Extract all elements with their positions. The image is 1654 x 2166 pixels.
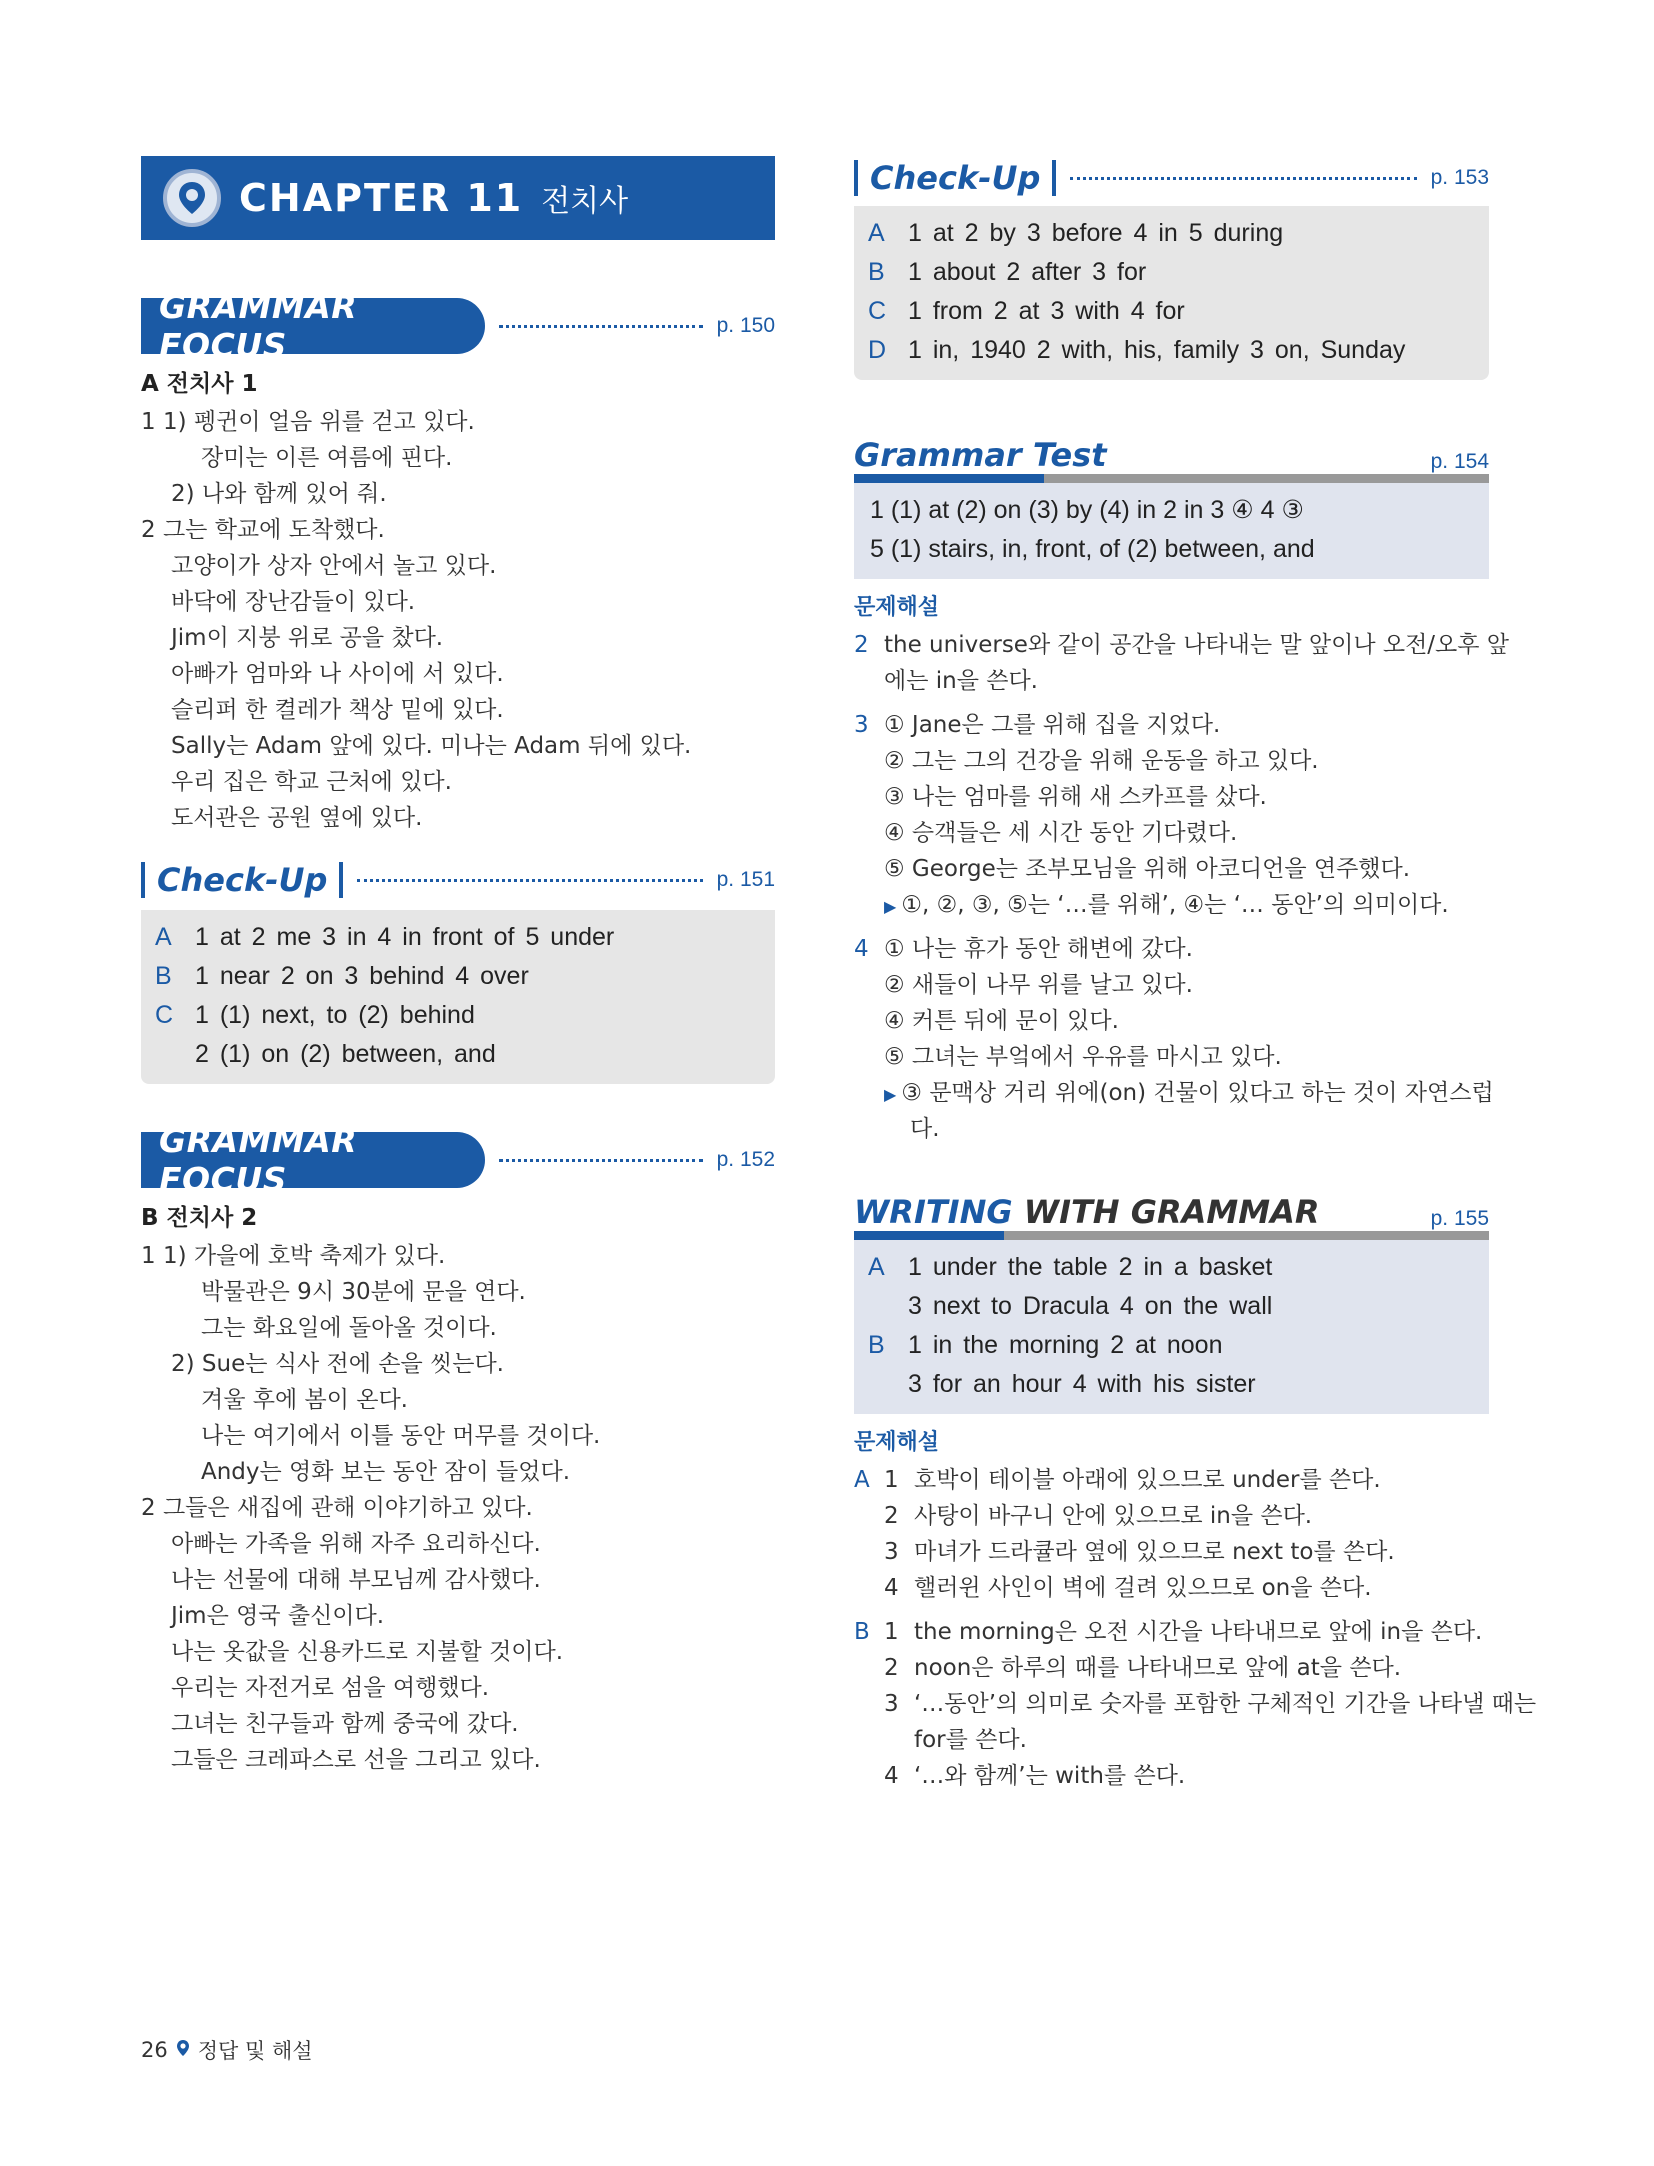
- divider: [1052, 160, 1056, 196]
- checkup-title: Check-Up: [870, 159, 1041, 197]
- page-number: 26: [141, 2038, 168, 2062]
- answer-line: 우리는 자전거로 섬을 여행했다.: [171, 1675, 490, 1701]
- answer-line: 그들은 크레파스로 선을 그리고 있다.: [171, 1747, 541, 1773]
- item-text: ④ 커튼 뒤에 문이 있다.: [884, 1008, 1119, 1034]
- row-key: A: [155, 923, 172, 951]
- explanation-line: [854, 1462, 1489, 1498]
- item-number: 2: [854, 632, 869, 658]
- item-text: the universe와 같이 공간을 나타내는 말 앞이나 오전/오후 앞: [884, 632, 1510, 658]
- page-ref: p. 152: [716, 1148, 775, 1171]
- answer-line: 도서관은 공원 옆에 있다.: [171, 805, 423, 831]
- writing-title-a: WRITING: [854, 1193, 1013, 1231]
- row-text: 1 in, 1940 2 with, his, family 3 on, Sunday: [908, 336, 1406, 364]
- location-pin-icon: [176, 2038, 190, 2062]
- dotted-leader: [499, 325, 703, 328]
- explanation-line: [854, 779, 1489, 815]
- answer-line: 나는 여기에서 이틀 동안 머무를 것이다.: [201, 1423, 601, 1449]
- section-heading: A 전치사 1: [141, 371, 258, 397]
- item-text: 사탕이 바구니 안에 있으므로 in을 쓴다.: [914, 1503, 1313, 1529]
- answer-line: 우리 집은 학교 근처에 있다.: [171, 769, 452, 795]
- answer-line: 나는 옷값을 신용카드로 지불할 것이다.: [171, 1639, 564, 1665]
- item-text: ‘…동안’의 의미로 숫자를 포함한 구체적인 기간을 나타낼 때는: [914, 1691, 1537, 1717]
- explanation-line: [854, 1498, 1489, 1534]
- item-text: noon은 하루의 때를 나타내므로 앞에 at을 쓴다.: [914, 1655, 1402, 1681]
- item-text: 마녀가 드라큘라 옆에 있으므로 next to를 쓴다.: [914, 1539, 1395, 1565]
- answer-row: [155, 957, 761, 996]
- item-text: 에는 in을 쓴다.: [884, 668, 1038, 694]
- explanation-line: [854, 1039, 1489, 1075]
- grammar-focus-header: [141, 287, 775, 365]
- section-heading: B 전치사 2: [141, 1205, 258, 1231]
- page-ref: p. 150: [716, 314, 775, 337]
- answer-line: 바닥에 장난감들이 있다.: [171, 589, 416, 615]
- item-text: for를 쓴다.: [914, 1727, 1027, 1753]
- chapter-title: 전치사: [541, 184, 629, 219]
- page-ref: p. 151: [716, 868, 775, 891]
- row-text: 1 at 2 by 3 before 4 in 5 during: [908, 219, 1284, 247]
- answer-row: [868, 1248, 1473, 1287]
- row-text: 3 next to Dracula 4 on the wall: [908, 1292, 1273, 1320]
- answer-line: 겨울 후에 봄이 온다.: [201, 1387, 408, 1413]
- explanation-line: [854, 1534, 1489, 1570]
- answer-line: 그녀는 친구들과 함께 중국에 갔다.: [171, 1711, 519, 1737]
- grammar-focus-title: GRAMMAR FOCUS: [141, 298, 485, 354]
- grammar-test-explanations: [854, 627, 1510, 1147]
- arrow-icon: ▶: [884, 1085, 902, 1104]
- page-ref: p. 154: [1430, 450, 1489, 473]
- item-text: ‘…와 함께’는 with를 쓴다.: [914, 1763, 1186, 1789]
- explanation-line: [854, 1003, 1489, 1039]
- row-text: 2 (1) on (2) between, and: [195, 1040, 496, 1068]
- explanation-line: [854, 1722, 1489, 1758]
- checkup-header: [854, 156, 1489, 200]
- item-text: 호박이 테이블 아래에 있으므로 under를 쓴다.: [914, 1467, 1381, 1493]
- answer-row: [155, 1035, 761, 1074]
- answer-row: [868, 253, 1475, 292]
- row-text: 1 under the table 2 in a basket: [908, 1253, 1273, 1281]
- item-number: 3: [884, 1691, 899, 1717]
- writing-answer-box: [854, 1240, 1489, 1414]
- row-key: A: [868, 1253, 885, 1281]
- item-number: 2: [884, 1655, 899, 1681]
- row-text: 1 about 2 after 3 for: [908, 258, 1147, 286]
- row-text: 1 from 2 at 3 with 4 for: [908, 297, 1185, 325]
- explanation-line: [854, 1686, 1537, 1722]
- explanation-line: [854, 931, 1489, 967]
- answer-line: 그는 화요일에 돌아올 것이다.: [201, 1315, 497, 1341]
- answer-line: 아빠는 가족을 위해 자주 요리하신다.: [171, 1531, 541, 1557]
- left-column: [141, 156, 775, 1778]
- explanation-line: [854, 707, 1489, 743]
- explanation-line: [854, 887, 1489, 923]
- grammar-focus-1-lines: [141, 404, 775, 836]
- chapter-label: CHAPTER 11: [239, 176, 524, 220]
- answer-row: 1 (1) at (2) on (3) by (4) in 2 in 3 ④ 4 ③: [870, 496, 1304, 524]
- dotted-leader: [499, 1159, 703, 1162]
- page-ref: p. 155: [1430, 1207, 1489, 1230]
- explanation-line: [854, 743, 1489, 779]
- item-number: 3: [884, 1539, 899, 1565]
- row-text: 1 (1) next, to (2) behind: [195, 1001, 475, 1029]
- row-text: 1 near 2 on 3 behind 4 over: [195, 962, 529, 990]
- row-key: B: [868, 258, 885, 286]
- answer-line: 장미는 이른 여름에 핀다.: [201, 445, 453, 471]
- answer-line: 1 1) 가을에 호박 축제가 있다.: [141, 1243, 446, 1269]
- explanation-title: 문제해설: [854, 595, 940, 620]
- arrow-icon: ▶: [884, 897, 902, 916]
- explanation-line: [854, 1650, 1489, 1686]
- item-text: the morning은 오전 시간을 나타내므로 앞에 in을 쓴다.: [914, 1619, 1483, 1645]
- item-number: 4: [854, 936, 869, 962]
- answer-row: [868, 1326, 1473, 1365]
- answer-row: 5 (1) stairs, in, front, of (2) between, and: [870, 535, 1315, 563]
- item-number: 3: [854, 712, 869, 738]
- explanation-line: [854, 663, 1489, 699]
- dotted-leader: [1070, 177, 1416, 180]
- checkup-header: [141, 858, 775, 902]
- checkup-title: Check-Up: [157, 861, 328, 899]
- chapter-banner: [141, 156, 775, 240]
- answer-line: 2 그들은 새집에 관해 이야기하고 있다.: [141, 1495, 533, 1521]
- item-text: ⑤ 그녀는 부엌에서 우유를 마시고 있다.: [884, 1044, 1282, 1070]
- answer-line: 고양이가 상자 안에서 놀고 있다.: [171, 553, 497, 579]
- item-number: 4: [884, 1763, 899, 1789]
- answer-line: Jim이 지붕 위로 공을 찼다.: [171, 625, 444, 651]
- writing-title: [854, 1193, 1319, 1231]
- explanation-line: [854, 967, 1489, 1003]
- item-key: B: [854, 1619, 870, 1645]
- answer-line: 2) 나와 함께 있어 줘.: [171, 481, 387, 507]
- writing-title-b: WITH GRAMMAR: [1023, 1193, 1320, 1231]
- answer-row: [868, 331, 1475, 370]
- answer-row: [868, 1365, 1473, 1404]
- header-rule: [854, 474, 1489, 483]
- grammar-test-title: Grammar Test: [854, 436, 1107, 474]
- explanation-line: [854, 851, 1489, 887]
- location-pin-icon: [163, 169, 221, 227]
- explanation-line: [854, 1570, 1489, 1606]
- dotted-leader: [357, 879, 702, 882]
- grammar-focus-2-lines: [141, 1238, 775, 1778]
- explanation-line: [854, 1111, 1489, 1147]
- row-text: 1 at 2 me 3 in 4 in front of 5 under: [195, 923, 615, 951]
- answer-line: Sally는 Adam 앞에 있다. 미나는 Adam 뒤에 있다.: [171, 733, 692, 759]
- answer-line: 슬리퍼 한 켤레가 책상 밑에 있다.: [171, 697, 504, 723]
- grammar-test-header: [854, 430, 1489, 474]
- grammar-focus-title: GRAMMAR FOCUS: [141, 1132, 485, 1188]
- writing-header: [854, 1187, 1489, 1231]
- answer-row: [155, 996, 761, 1035]
- row-key: A: [868, 219, 885, 247]
- row-key: B: [868, 1331, 885, 1359]
- explanation-line: [854, 1758, 1489, 1794]
- item-number: 4: [884, 1575, 899, 1601]
- item-text: ③ 문맥상 거리 위에(on) 건물이 있다고 하는 것이 자연스럽: [901, 1080, 1494, 1106]
- answer-row: [868, 214, 1475, 253]
- explanation-title: 문제해설: [854, 1430, 940, 1455]
- item-text: 다.: [910, 1116, 940, 1142]
- item-key: A: [854, 1467, 870, 1493]
- header-rule: [854, 1231, 1489, 1240]
- answer-line: Andy는 영화 보는 동안 잠이 들었다.: [201, 1459, 571, 1485]
- row-text: 1 in the morning 2 at noon: [908, 1331, 1223, 1359]
- item-text: ⑤ George는 조부모님을 위해 아코디언을 연주했다.: [884, 856, 1411, 882]
- answer-line: 나는 선물에 대해 부모님께 감사했다.: [171, 1567, 541, 1593]
- answer-line: 2) Sue는 식사 전에 손을 씻는다.: [171, 1351, 504, 1377]
- right-column: [854, 156, 1537, 1794]
- answer-row: [155, 918, 761, 957]
- item-text: ① Jane은 그를 위해 집을 지었다.: [884, 712, 1221, 738]
- grammar-focus-header: [141, 1121, 775, 1199]
- item-number: 1: [884, 1467, 899, 1493]
- checkup-answer-box: [141, 910, 775, 1084]
- explanation-line: [854, 1075, 1494, 1111]
- item-number: 1: [884, 1619, 899, 1645]
- item-text: 핼러윈 사인이 벽에 걸려 있으므로 on을 쓴다.: [914, 1575, 1372, 1601]
- footer-label: 정답 및 해설: [197, 2039, 313, 2063]
- item-text: ①, ②, ③, ⑤는 ‘…를 위해’, ④는 ‘… 동안’의 의미이다.: [901, 892, 1449, 918]
- grammar-test-answer-box: [854, 483, 1489, 579]
- answer-row: [868, 292, 1475, 331]
- answer-row: [868, 1287, 1473, 1326]
- row-key: B: [155, 962, 172, 990]
- answer-line: 아빠가 엄마와 나 사이에 서 있다.: [171, 661, 504, 687]
- item-text: ① 나는 휴가 동안 해변에 갔다.: [884, 936, 1193, 962]
- answer-line: 2 그는 학교에 도착했다.: [141, 517, 385, 543]
- row-key: C: [155, 1001, 174, 1029]
- row-text: 3 for an hour 4 with his sister: [908, 1370, 1256, 1398]
- answer-line: 1 1) 펭귄이 얼음 위를 걷고 있다.: [141, 409, 475, 435]
- answer-line: Jim은 영국 출신이다.: [171, 1603, 385, 1629]
- item-number: 2: [884, 1503, 899, 1529]
- page-ref: p. 153: [1430, 166, 1489, 189]
- checkup-answer-box: [854, 206, 1489, 380]
- writing-explanations: [854, 1462, 1537, 1794]
- item-text: ④ 승객들은 세 시간 동안 기다렸다.: [884, 820, 1238, 846]
- explanation-line: [854, 815, 1489, 851]
- divider: [339, 862, 343, 898]
- answer-line: 박물관은 9시 30분에 문을 연다.: [201, 1279, 526, 1305]
- page-footer: [141, 2035, 313, 2065]
- item-text: ② 그는 그의 건강을 위해 운동을 하고 있다.: [884, 748, 1319, 774]
- item-text: ② 새들이 나무 위를 날고 있다.: [884, 972, 1193, 998]
- item-text: ③ 나는 엄마를 위해 새 스카프를 샀다.: [884, 784, 1267, 810]
- explanation-line: [854, 627, 1510, 663]
- row-key: D: [868, 336, 887, 364]
- row-key: C: [868, 297, 887, 325]
- explanation-line: [854, 1614, 1489, 1650]
